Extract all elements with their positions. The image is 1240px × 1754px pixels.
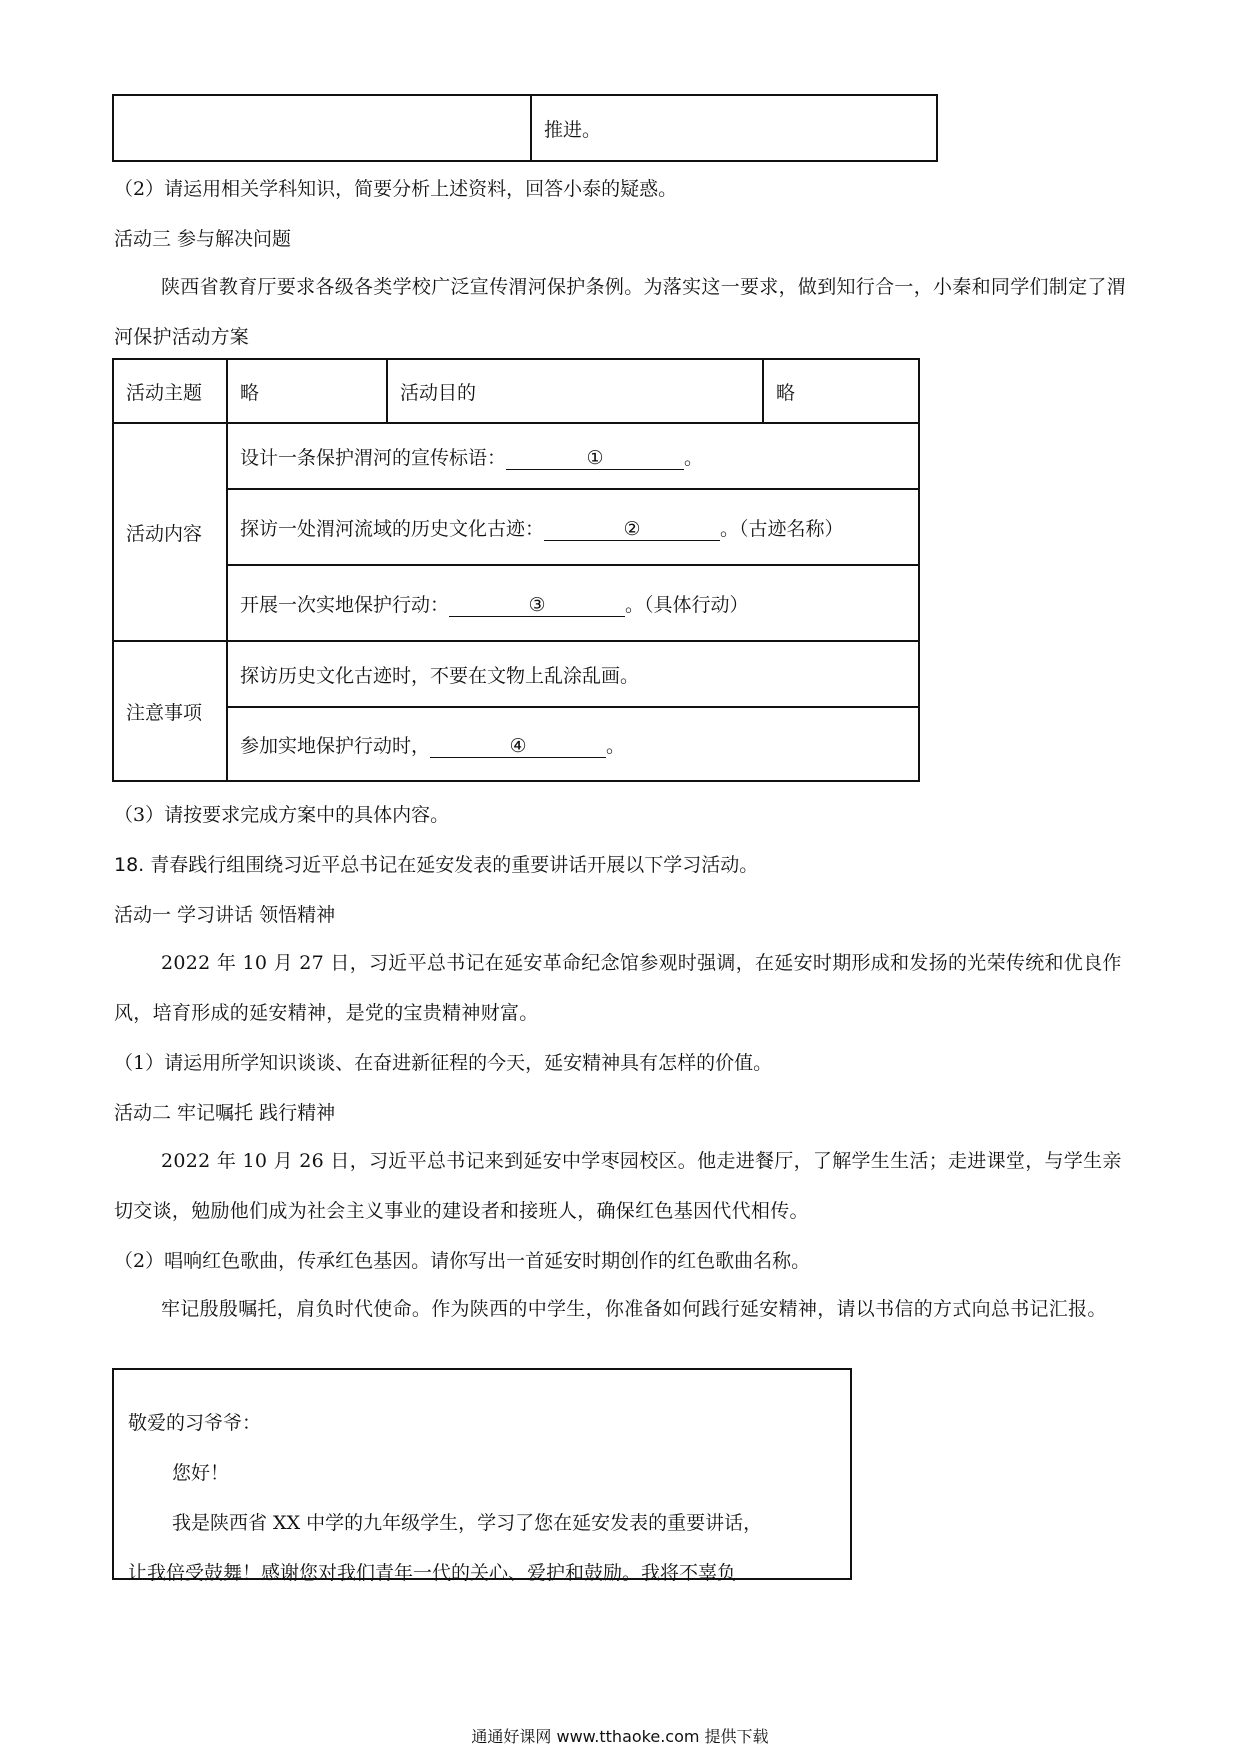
letter-line-2: 让我倍受鼓舞！感谢您对我们青年一代的关心、爱护和鼓励。我将不辜负: [128, 1562, 737, 1584]
goal-label: 活动目的: [387, 359, 763, 423]
theme-value: 略: [227, 359, 387, 423]
content-row: 开展一次实地保护行动： ③ 。（具体行动）: [227, 565, 919, 641]
letter-prompt: 牢记殷殷嘱托，肩负时代使命。作为陕西的中学生，你准备如何践行延安精神，请以书信的方式向总书记汇报。: [161, 1298, 1107, 1320]
letter-salutation: 敬爱的习爷爷：: [128, 1412, 262, 1434]
top-table: [112, 94, 938, 162]
top-table-right-cell: 推进。: [531, 95, 937, 161]
q1-instruction: （1）请运用所学知识谈谈、在奋进新征程的今天，延安精神具有怎样的价值。: [114, 1052, 773, 1074]
letter-line-1: 我是陕西省 XX 中学的九年级学生，学习了您在延安发表的重要讲话，: [172, 1512, 763, 1534]
q18-intro: 18. 青春践行组围绕习近平总书记在延安发表的重要讲话开展以下学习活动。: [114, 854, 759, 876]
activity2-title: 活动二 牢记嘱托 践行精神: [114, 1102, 336, 1124]
answer-blank-3[interactable]: ③: [449, 594, 625, 617]
content-label: 活动内容: [113, 423, 227, 641]
top-table-left-cell: [113, 95, 531, 161]
q2-instruction: （2）请运用相关学科知识，简要分析上述资料，回答小泰的疑惑。: [114, 178, 678, 200]
activity1-title: 活动一 学习讲话 领悟精神: [114, 904, 336, 926]
letter-box: [112, 1368, 852, 1584]
activity2-paragraph: 2022 年 10 月 26 日，习近平总书记来到延安中学枣园校区。他走进餐厅，了解学生生活；走进课堂，与学生亲切交谈，勉励他们成为社会主义事业的建设者和接班人，确保红色基因代代相传。: [114, 1150, 1122, 1222]
notes-row: 参加实地保护行动时， ④ 。: [227, 707, 919, 781]
footer: 通通好课网 www.tthaoke.com 提供下载: [471, 1727, 769, 1746]
answer-blank-2[interactable]: ②: [544, 518, 720, 541]
answer-blank-4[interactable]: ④: [430, 735, 606, 758]
plan-table: [112, 358, 920, 782]
q3-instruction: （3）请按要求完成方案中的具体内容。: [114, 804, 450, 826]
activity3-paragraph: 陕西省教育厅要求各级各类学校广泛宣传渭河保护条例。为落实这一要求，做到知行合一，小秦和同学们制定了渭河保护活动方案: [114, 276, 1127, 348]
answer-blank-1[interactable]: ①: [506, 447, 684, 470]
activity3-title: 活动三 参与解决问题: [114, 228, 292, 250]
notes-row: 探访历史文化古迹时，不要在文物上乱涂乱画。: [227, 641, 919, 707]
goal-value: 略: [763, 359, 919, 423]
notes-label: 注意事项: [113, 641, 227, 781]
content-row: 探访一处渭河流域的历史文化古迹： ② 。（古迹名称）: [227, 489, 919, 565]
letter-greeting: 您好！: [172, 1462, 230, 1484]
activity1-paragraph: 2022 年 10 月 27 日，习近平总书记在延安革命纪念馆参观时强调，在延安时期形成和发扬的光荣传统和优良作风，培育形成的延安精神，是党的宝贵精神财富。: [114, 952, 1122, 1024]
content-row: 设计一条保护渭河的宣传标语： ① 。: [227, 423, 919, 489]
q2b-instruction: （2）唱响红色歌曲，传承红色基因。请你写出一首延安时期创作的红色歌曲名称。: [114, 1250, 811, 1272]
theme-label: 活动主题: [113, 359, 227, 423]
